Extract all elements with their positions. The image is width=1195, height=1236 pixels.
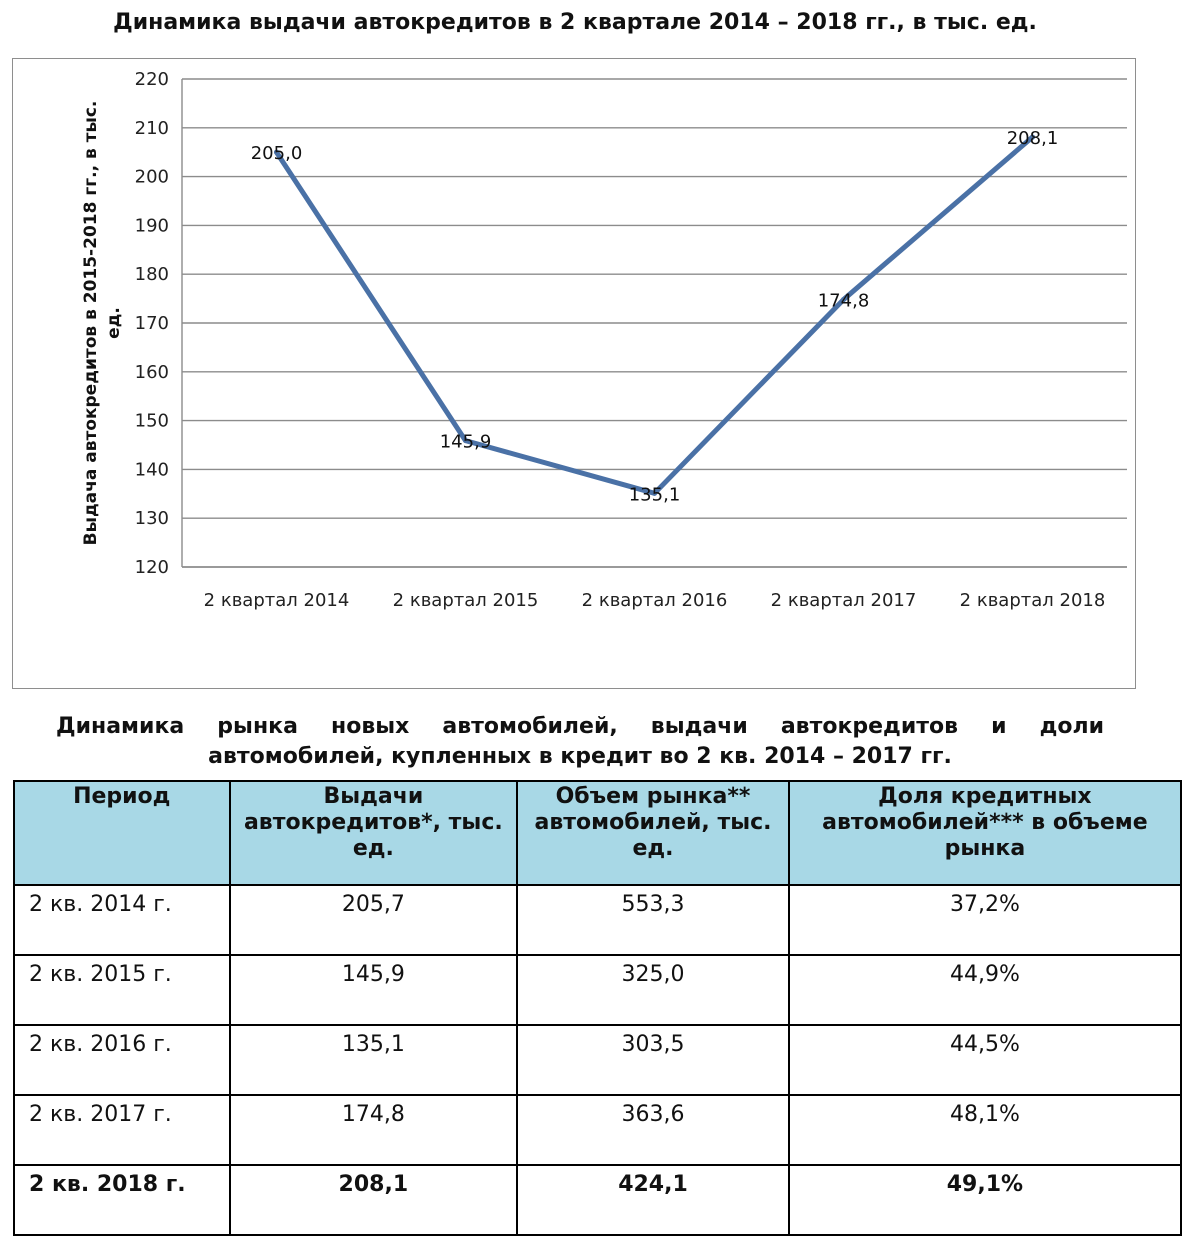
x-tick-label: 2 квартал 2016 [581,590,728,611]
y-tick-label: 150 [134,410,169,432]
cell-credit-share: 49,1% [789,1165,1181,1235]
cell-loans: 145,9 [230,955,518,1025]
cell-period: 2 кв. 2015 г. [14,955,230,1025]
cell-credit-share: 44,5% [789,1025,1181,1095]
cell-market-volume: 325,0 [517,955,789,1025]
cell-period: 2 кв. 2017 г. [14,1095,230,1165]
chart-title: Динамика выдачи автокредитов в 2 квартале 2014 – 2018 гг., в тыс. ед. [113,10,1037,35]
cell-loans: 135,1 [230,1025,518,1095]
cell-credit-share: 37,2% [789,885,1181,955]
table-row [14,1025,1181,1095]
cell-loans: 205,7 [230,885,518,955]
table-row [14,1095,1181,1165]
cell-market-volume: 303,5 [517,1025,789,1095]
y-tick-label: 220 [134,69,169,90]
table-row [14,885,1181,955]
series-line [277,137,1033,493]
header-market-volume: Объем рынка** автомобилей, тыс. ед. [517,781,789,885]
cell-credit-share: 48,1% [789,1095,1181,1165]
y-tick-label: 190 [134,215,169,237]
table-row [14,955,1181,1025]
header-period: Период [14,781,230,885]
data-table [13,780,1182,1236]
y-tick-label: 180 [134,264,169,286]
line-chart [13,59,1137,690]
y-tick-label: 200 [134,166,169,188]
cell-period: 2 кв. 2018 г. [14,1165,230,1235]
data-label: 135,1 [628,484,681,506]
cell-period: 2 кв. 2016 г. [14,1025,230,1095]
cell-loans: 174,8 [230,1095,518,1165]
data-label: 174,8 [817,290,870,312]
cell-market-volume: 363,6 [517,1095,789,1165]
table-title [56,712,1104,772]
data-label: 145,9 [439,431,492,453]
y-axis-title-line-2: ед. [104,307,124,339]
cell-market-volume: 553,3 [517,885,789,955]
y-tick-label: 170 [134,313,169,334]
cell-credit-share: 44,9% [789,955,1181,1025]
table-title-line-1: Динамика рынка новых автомобилей, выдачи автокредитов и доли [56,714,1104,739]
y-tick-label: 140 [134,459,169,481]
table-title-line-2: автомобилей, купленных в кредит во 2 кв. 2014 – 2017 гг. [208,744,952,769]
cell-period: 2 кв. 2014 г. [14,885,230,955]
data-label: 208,1 [1006,128,1059,150]
y-axis-title-line-1: Выдача автокредитов в 2015-2018 гг., в тыс. [81,100,101,546]
chart-area [12,58,1136,689]
y-tick-label: 130 [134,508,169,530]
table-header-row [14,781,1181,885]
x-tick-label: 2 квартал 2014 [203,590,350,611]
y-tick-label: 160 [134,361,169,383]
header-loans: Выдачи автокредитов*, тыс. ед. [230,781,518,885]
y-tick-label: 210 [134,117,169,139]
x-tick-label: 2 квартал 2018 [959,590,1106,611]
header-credit-share: Доля кредитных автомобилей*** в объеме рынка [789,781,1181,885]
x-tick-label: 2 квартал 2015 [392,590,539,611]
y-tick-label: 120 [134,557,169,578]
data-label: 205,0 [250,143,303,165]
x-tick-label: 2 квартал 2017 [770,590,917,611]
cell-market-volume: 424,1 [517,1165,789,1235]
cell-loans: 208,1 [230,1165,518,1235]
